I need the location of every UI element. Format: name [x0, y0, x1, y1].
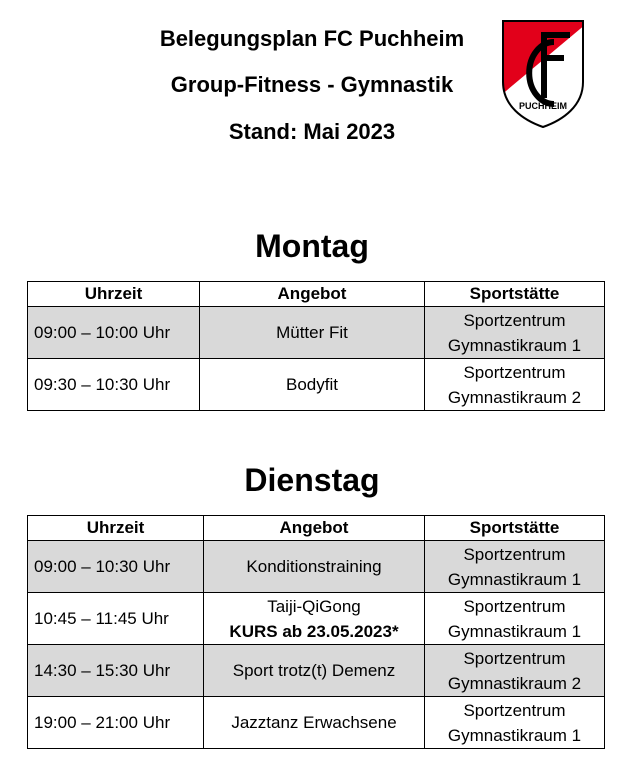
- row-offer: Sport trotz(t) Demenz: [204, 645, 425, 697]
- row-time: 14:30 – 15:30 Uhr: [28, 645, 204, 697]
- day-title-dienstag: Dienstag: [244, 462, 380, 498]
- venue-line-2: Gymnastikraum 1: [447, 335, 582, 355]
- venue-line-2: Gymnastikraum 2: [447, 387, 582, 407]
- venue-line-1: Sportzentrum: [463, 544, 566, 564]
- row-venue: [425, 697, 605, 749]
- row-offer: Mütter Fit: [200, 307, 425, 359]
- venue-line-1: Sportzentrum: [463, 648, 566, 668]
- row-offer: Konditionstraining: [204, 541, 425, 593]
- column-header-time: Uhrzeit: [28, 282, 200, 307]
- row-time: 09:30 – 10:30 Uhr: [28, 359, 200, 411]
- schedule-table-montag: [27, 281, 605, 411]
- row-time: 09:00 – 10:00 Uhr: [28, 307, 200, 359]
- fc-puchheim-logo: [500, 18, 586, 130]
- schedule-table-dienstag: [27, 515, 605, 749]
- document-title: Belegungsplan FC Puchheim: [159, 26, 465, 51]
- document-status: Stand: Mai 2023: [228, 119, 396, 144]
- row-time: 19:00 – 21:00 Uhr: [28, 697, 204, 749]
- svg-text:PUCHHEIM: PUCHHEIM: [518, 101, 568, 111]
- venue-line-2: Gymnastikraum 1: [447, 569, 582, 589]
- column-header-venue: Sportstätte: [425, 516, 605, 541]
- day-title-montag: Montag: [255, 228, 369, 264]
- venue-line-1: Sportzentrum: [463, 700, 566, 720]
- table-row: [28, 593, 605, 645]
- document-subtitle: Group-Fitness - Gymnastik: [170, 72, 454, 97]
- row-offer: [204, 593, 425, 645]
- table-row: [28, 697, 605, 749]
- table-header-row: [28, 282, 605, 307]
- venue-line-2: Gymnastikraum 2: [447, 673, 582, 693]
- row-venue: [425, 593, 605, 645]
- venue-line-1: Sportzentrum: [463, 310, 566, 330]
- venue-line-1: Sportzentrum: [463, 362, 566, 382]
- row-venue: [425, 645, 605, 697]
- column-header-offer: Angebot: [204, 516, 425, 541]
- row-offer: Bodyfit: [200, 359, 425, 411]
- table-row: [28, 359, 605, 411]
- row-venue: [425, 307, 605, 359]
- row-time: 09:00 – 10:30 Uhr: [28, 541, 204, 593]
- column-header-time: Uhrzeit: [28, 516, 204, 541]
- row-venue: [425, 541, 605, 593]
- offer-course-note: KURS ab 23.05.2023*: [229, 621, 399, 641]
- offer-name: Taiji-QiGong: [267, 596, 361, 616]
- row-venue: [425, 359, 605, 411]
- venue-line-2: Gymnastikraum 1: [447, 621, 582, 641]
- column-header-venue: Sportstätte: [425, 282, 605, 307]
- table-header-row: [28, 516, 605, 541]
- table-row: [28, 645, 605, 697]
- row-offer: Jazztanz Erwachsene: [204, 697, 425, 749]
- row-time: 10:45 – 11:45 Uhr: [28, 593, 204, 645]
- table-row: [28, 307, 605, 359]
- venue-line-2: Gymnastikraum 1: [447, 725, 582, 745]
- column-header-offer: Angebot: [200, 282, 425, 307]
- table-row: [28, 541, 605, 593]
- venue-line-1: Sportzentrum: [463, 596, 566, 616]
